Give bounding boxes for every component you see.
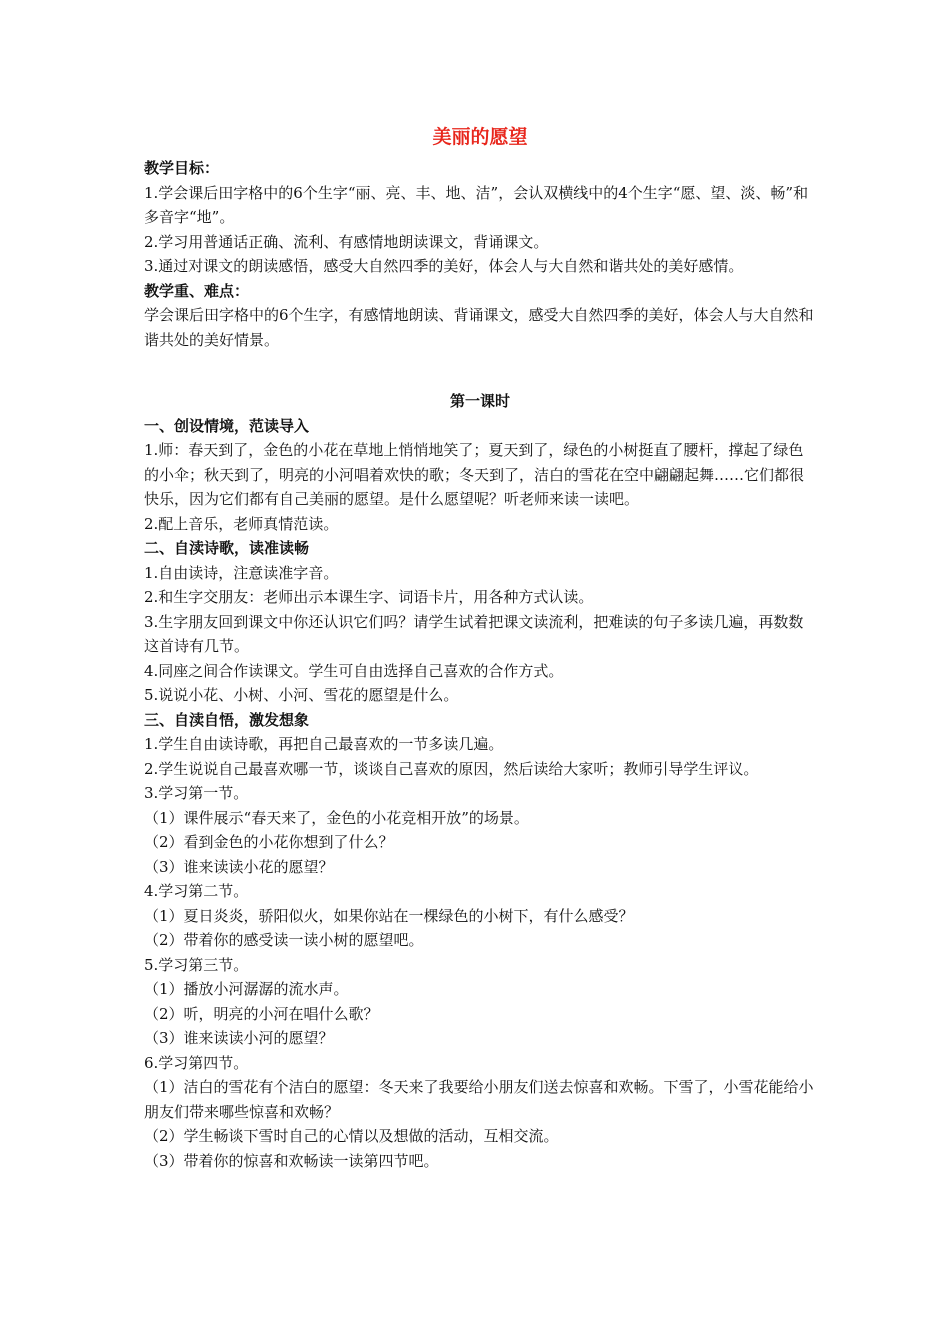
section-item: （3）谁来读读小河的愿望？	[144, 1029, 334, 1047]
section-heading: 二、自渎诗歌，读准读畅	[144, 539, 310, 557]
section-item: （1）夏日炎炎，骄阳似火，如果你站在一棵绿色的小树下，有什么感受？	[144, 906, 634, 925]
section-item: 1.学生自由读诗歌，再把自己最喜欢的一节多读几遍。	[144, 735, 504, 753]
section-item: （1）课件展示“春天来了，金色的小花竞相开放”的场景。	[144, 808, 529, 827]
section-item: （2）带着你的感受读一读小树的愿望吧。	[144, 931, 424, 949]
objective-item: 3.通过对课文的朗读感悟，感受大自然四季的美好，体会人与大自然和谐共处的美好感情。	[144, 257, 744, 275]
key-points-heading: 教学重、难点：	[144, 281, 250, 300]
section-item: （1）洁白的雪花有个洁白的愿望：冬天来了我要给小朋友们送去惊喜和欢畅。下雪了，小雪花能给小朋友们带来哪些惊喜和欢畅？	[144, 1078, 814, 1121]
lesson-heading: 第一课时	[449, 392, 510, 410]
section-item: 6.学习第四节。	[144, 1053, 249, 1072]
section-item: 3.生字朋友回到课文中你还认识它们吗？请学生试着把课文读流利，把难读的句子多读几遍，再数数这首诗有几节。	[144, 612, 804, 655]
section-item: 2.学生说说自己最喜欢哪一节，谈谈自己喜欢的原因，然后读给大家听；教师引导学生评议。	[144, 759, 759, 778]
objectives-heading: 教学目标：	[144, 159, 220, 177]
key-points-text: 学会课后田字格中的6个生字，有感情地朗读、背诵课文，感受大自然四季的美好，体会人与大自然和谐共处的美好情景。	[144, 306, 814, 349]
section-item: 2.和生字交朋友：老师出示本课生字、词语卡片，用各种方式认读。	[144, 588, 594, 606]
section-item: 1.师：春天到了，金色的小花在草地上悄悄地笑了；夏天到了，绿色的小树挺直了腰杆，撑起了绿色的小伞；秋天到了，明亮的小河唱着欢快的歌；冬天到了，洁白的雪花在空中翩翩起舞……它们都很快乐，因为它们都有自己美丽的愿望。是什么愿望呢？听老师来读一读吧。	[144, 441, 805, 508]
document-title: 美丽的愿望	[432, 126, 528, 148]
section-item: 5.说说小花、小树、小河、雪花的愿望是什么。	[144, 686, 459, 704]
section-item: 2.配上音乐，老师真情范读。	[144, 514, 339, 533]
section-heading: 三、自渎自悟，激发想象	[144, 710, 310, 729]
section-heading: 一、创设情境，范读导入	[144, 416, 310, 435]
objective-item: 2.学习用普通话正确、流利、有感情地朗读课文，背诵课文。	[144, 232, 549, 251]
section-item: 5.学习第三节。	[144, 955, 249, 974]
section-item: 3.学习第一节。	[144, 784, 249, 802]
section-item: （3）谁来读读小花的愿望？	[144, 857, 334, 876]
section-item: （2）听，明亮的小河在唱什么歌？	[144, 1004, 379, 1023]
section-spacer	[144, 352, 816, 389]
section-item: （2）看到金色的小花你想到了什么？	[144, 833, 394, 851]
section-item: 1.自由读诗，注意读准字音。	[144, 563, 339, 582]
section-item: 4.学习第二节。	[144, 882, 249, 900]
section-item: 4.同座之间合作读课文。学生可自由选择自己喜欢的合作方式。	[144, 661, 564, 680]
section-item: （1）播放小河潺潺的流水声。	[144, 980, 349, 998]
objective-item: 1.学会课后田字格中的6个生字“丽、亮、丰、地、洁”，会认双横线中的4个生字“愿、望、淡、畅”和多音字“地”。	[144, 183, 809, 226]
document-page	[144, 120, 816, 1173]
section-item: （2）学生畅谈下雪时自己的心情以及想做的活动，互相交流。	[144, 1127, 559, 1145]
section-item: （3）带着你的惊喜和欢畅读一读第四节吧。	[144, 1151, 439, 1170]
